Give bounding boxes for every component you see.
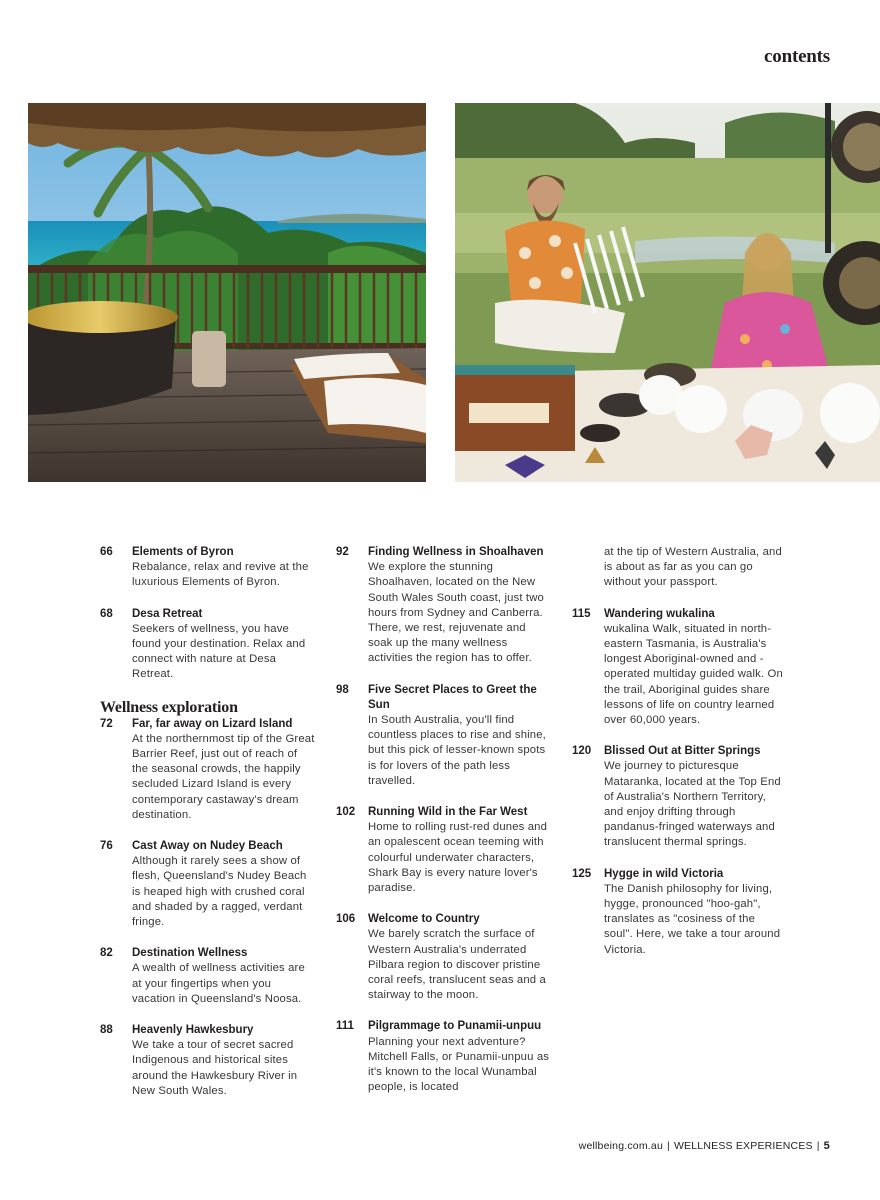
contents-entry[interactable] [572, 744, 787, 850]
page-footer [579, 1140, 830, 1152]
entry-description: wukalina Walk, situated in north-eastern Tasmania, is Australia's longest Aboriginal-owned and -operated multiday guided walk. On the trail, Aboriginal guides share lessons of life on country learned over 60,000 years. [604, 622, 783, 727]
entry-description: We explore the stunning Shoalhaven, located on the New South Wales South coast, just two hours from Sydney and Canberra. There, we rest, rejuvenate and soak up the many wellness activities the region has to offer. [368, 561, 544, 665]
footer-page-number: 5 [823, 1140, 830, 1152]
contents-entry[interactable] [100, 545, 315, 591]
contents-entry[interactable] [336, 1019, 551, 1095]
page-number: 125 [572, 867, 592, 880]
page-number: 102 [336, 806, 356, 819]
contents-entry[interactable] [572, 867, 787, 958]
page-number: 72 [100, 717, 113, 730]
footer-site[interactable]: wellbeing.com.au [578, 1140, 663, 1152]
entry-title: Heavenly Hawkesbury [132, 1024, 254, 1037]
contents-entry[interactable] [100, 946, 315, 1007]
contents-entry[interactable] [572, 607, 787, 729]
entry-description: Although it rarely sees a show of flesh, Queensland's Nudey Beach is heaped high with crushed coral and shaded by a ragged, verdant fringe. [132, 855, 307, 929]
entry-description: The Danish philosophy for living, hygge, pronounced "hoo-gah", translates as "cosiness of the soul". Here, we take a tour around Victoria. [604, 882, 781, 956]
entry-title: Cast Away on Nudey Beach [132, 840, 283, 853]
section-label: contents [764, 46, 830, 67]
entry-title: Hygge in wild Victoria [604, 867, 724, 880]
entry-title: Elements of Byron [132, 546, 234, 558]
entry-description: Seekers of wellness, you have found your destination. Relax and connect with nature at Desa Retreat. [132, 622, 306, 681]
contents-entry[interactable] [336, 912, 551, 1003]
contents-entry[interactable] [336, 683, 551, 789]
contents-column-1 [100, 545, 315, 1115]
entry-title: Wandering wukalina [604, 607, 715, 620]
section-subheading: Wellness exploration [100, 698, 238, 716]
page-number: 106 [336, 913, 356, 926]
page-number: 115 [572, 607, 591, 620]
contents-entry[interactable] [100, 717, 315, 823]
resort-deck-photo [28, 103, 426, 482]
contents-entry[interactable] [100, 839, 315, 930]
page-number: 82 [100, 947, 113, 960]
entry-title: Destination Wellness [132, 947, 248, 960]
entry-description: A wealth of wellness activities are at your fingertips when you vacation in Queensland's Noosa. [132, 962, 305, 1005]
page-number: 76 [100, 840, 113, 853]
entry-description: We journey to picturesque Mataranka, located at the Top End of Australia's Northern Territory, and enjoy drifting through pandanus-fringed waterways and translucent thermal springs. [604, 760, 781, 849]
page-number: 98 [336, 683, 349, 696]
entry-description: We barely scratch the surface of Western Australia's underrated Pilbara region to discover pristine coral reefs, translucent seas and a stairway to the moon. [368, 928, 546, 1002]
resort-deck-illustration [28, 103, 426, 482]
entry-description-continued: at the tip of Western Australia, and is about as far as you can go without your passport. [604, 546, 782, 589]
sound-healing-illustration [455, 103, 880, 482]
entry-description: Home to rolling rust-red dunes and an opalescent ocean teeming with colourful underwater characters, Shark Bay is every nature lover's paradise. [368, 821, 548, 895]
page-number: 68 [100, 607, 113, 620]
contents-column-3 [572, 545, 787, 974]
contents-entry[interactable] [336, 805, 551, 896]
entry-title: Finding Wellness in Shoalhaven [368, 546, 544, 558]
contents-entry[interactable] [336, 545, 551, 667]
entry-title: Far, far away on Lizard Island [132, 717, 293, 730]
entry-title: Welcome to Country [368, 913, 480, 926]
contents-column-2 [336, 545, 551, 1112]
entry-description: Planning your next adventure? Mitchell Falls, or Punamii-unpuu as it's known to the local Wunambal people, is located [368, 1035, 550, 1094]
entry-description: At the northernmost tip of the Great Barrier Reef, just out of reach of the seasonal crowds, the happily secluded Lizard Island is every contemporary castaway's dream destination. [132, 732, 315, 821]
entry-title: Desa Retreat [132, 607, 203, 620]
entry-title: Running Wild in the Far West [368, 806, 528, 819]
entry-title: Five Secret Places to Greet the Sun [368, 683, 537, 711]
contents-entry[interactable] [100, 1023, 315, 1099]
footer-separator: | [667, 1140, 670, 1152]
page-number: 120 [572, 745, 592, 758]
page-number: 92 [336, 546, 349, 558]
footer-separator: | [816, 1140, 820, 1152]
entry-title: Pilgrammage to Punamii-unpuu [368, 1020, 542, 1033]
page-number: 66 [100, 546, 113, 558]
footer-publication: WELLNESS EXPERIENCES [673, 1140, 813, 1152]
entry-description: We take a tour of secret sacred Indigenous and historical sites around the Hawkesbury River in New South Wales. [132, 1039, 298, 1097]
contents-entry[interactable] [100, 607, 315, 683]
entry-title: Blissed Out at Bitter Springs [604, 745, 761, 758]
page-number: 88 [100, 1024, 113, 1037]
entry-description: In South Australia, you'll find countless places to rise and shine, but this pick of lesser-known spots is for lovers of the path less travelled. [368, 714, 546, 787]
entry-description: Rebalance, relax and revive at the luxurious Elements of Byron. [132, 561, 309, 589]
sound-healing-photo [455, 103, 880, 482]
page-number: 111 [336, 1020, 354, 1033]
